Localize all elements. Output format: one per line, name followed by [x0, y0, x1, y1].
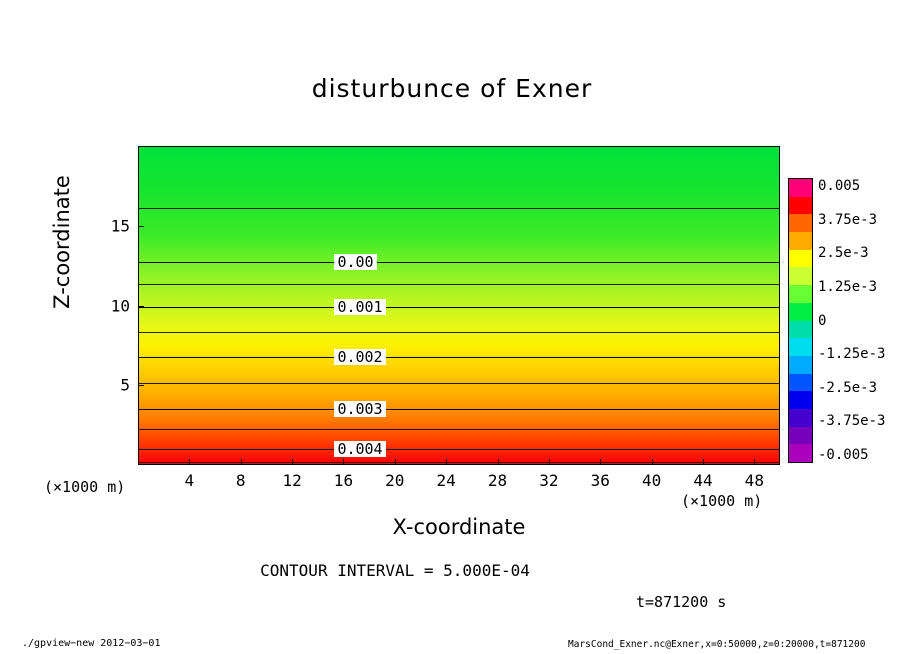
colorbar-cell	[789, 303, 812, 321]
contour-fill	[139, 147, 779, 464]
x-tick-mark	[549, 459, 550, 465]
contour-label: 0.002	[334, 349, 385, 365]
colorbar-tick-label: -2.5e-3	[818, 379, 878, 396]
plot-area	[138, 146, 780, 465]
colorbar-cell	[789, 179, 812, 197]
x-tick-mark	[600, 459, 601, 465]
x-tick-label: 16	[333, 471, 354, 490]
colorbar	[788, 178, 813, 463]
x-tick-label: 48	[744, 471, 764, 490]
time-label: t=871200 s	[636, 593, 727, 611]
colorbar-cell	[789, 250, 812, 268]
contour-line	[139, 409, 779, 410]
x-tick-label: 28	[487, 471, 508, 490]
colorbar-cell	[789, 444, 812, 462]
x-tick-mark	[703, 459, 704, 465]
x-tick-mark	[189, 459, 190, 465]
x-tick-mark	[652, 459, 653, 465]
contour-interval-label: CONTOUR INTERVAL = 5.000E-04	[260, 561, 530, 580]
colorbar-tick-label: 2.5e-3	[818, 245, 869, 262]
contour-line	[139, 429, 779, 430]
colorbar-cell	[789, 338, 812, 356]
x-tick-mark	[498, 459, 499, 465]
y-tick-label: 15	[110, 216, 130, 236]
x-axis-unit-right: (×1000 m)	[681, 492, 763, 510]
colorbar-tick-label: 3.75e-3	[818, 211, 878, 228]
contour-line	[139, 449, 779, 450]
contour-line	[139, 332, 779, 333]
x-tick-label: 8	[235, 471, 246, 490]
contour-label: 0.003	[334, 401, 385, 417]
x-axis-label: X-coordinate	[392, 515, 526, 539]
colorbar-tick-label: 0	[818, 312, 827, 329]
x-tick-mark	[292, 459, 293, 465]
x-tick-label: 4	[184, 471, 195, 490]
contour-label: 0.004	[334, 441, 385, 457]
contour-line	[139, 307, 779, 308]
page-title: disturbunce of Exner	[311, 74, 593, 103]
x-tick-label: 24	[436, 471, 456, 490]
x-tick-label: 36	[590, 471, 610, 490]
colorbar-cell	[789, 214, 812, 232]
x-tick-mark	[446, 459, 447, 465]
y-tick-mark	[138, 385, 144, 386]
y-tick-mark	[138, 306, 144, 307]
colorbar-cell	[789, 356, 812, 374]
contour-line	[139, 357, 779, 358]
colorbar-cell	[789, 391, 812, 409]
x-tick-mark	[343, 459, 344, 465]
x-tick-mark	[241, 459, 242, 465]
colorbar-tick-label: 1.25e-3	[818, 278, 878, 295]
footer-right-text: MarsCond_Exner.nc@Exner,x=0:50000,z=0:20000,t=871200	[568, 639, 866, 650]
colorbar-cell	[789, 409, 812, 427]
colorbar-tick-label: -0.005	[818, 447, 869, 463]
x-tick-label: 32	[539, 471, 559, 490]
contour-line	[139, 383, 779, 384]
contour-line	[139, 208, 779, 209]
y-tick-label: 10	[110, 296, 130, 315]
x-tick-label: 12	[282, 471, 302, 490]
x-tick-label: 44	[693, 471, 713, 490]
y-tick-label: 5	[120, 375, 130, 395]
colorbar-tick-label: -1.25e-3	[818, 346, 886, 363]
contour-line	[139, 462, 779, 463]
y-axis-label: Z-coordinate	[50, 175, 74, 309]
x-tick-label: 20	[385, 471, 405, 490]
colorbar-cell	[789, 374, 812, 392]
colorbar-tick-label: 0.005	[818, 178, 861, 194]
x-axis-unit-left: (×1000 m)	[44, 478, 126, 496]
x-tick-label: 40	[641, 471, 662, 490]
contour-line	[139, 262, 779, 263]
colorbar-cell	[789, 197, 812, 215]
footer-left-text: ./gpview−new 2012−03−01	[22, 638, 161, 649]
x-tick-mark	[754, 459, 755, 465]
colorbar-cell	[789, 427, 812, 445]
contour-label: 0.00	[334, 254, 376, 270]
colorbar-cell	[789, 267, 812, 285]
colorbar-tick-label: -3.75e-3	[818, 413, 886, 430]
contour-label: 0.001	[334, 299, 385, 315]
x-tick-mark	[395, 459, 396, 465]
colorbar-cell	[789, 232, 812, 250]
contour-line	[139, 284, 779, 285]
y-tick-mark	[138, 226, 144, 227]
colorbar-cell	[789, 285, 812, 303]
colorbar-cell	[789, 321, 812, 339]
